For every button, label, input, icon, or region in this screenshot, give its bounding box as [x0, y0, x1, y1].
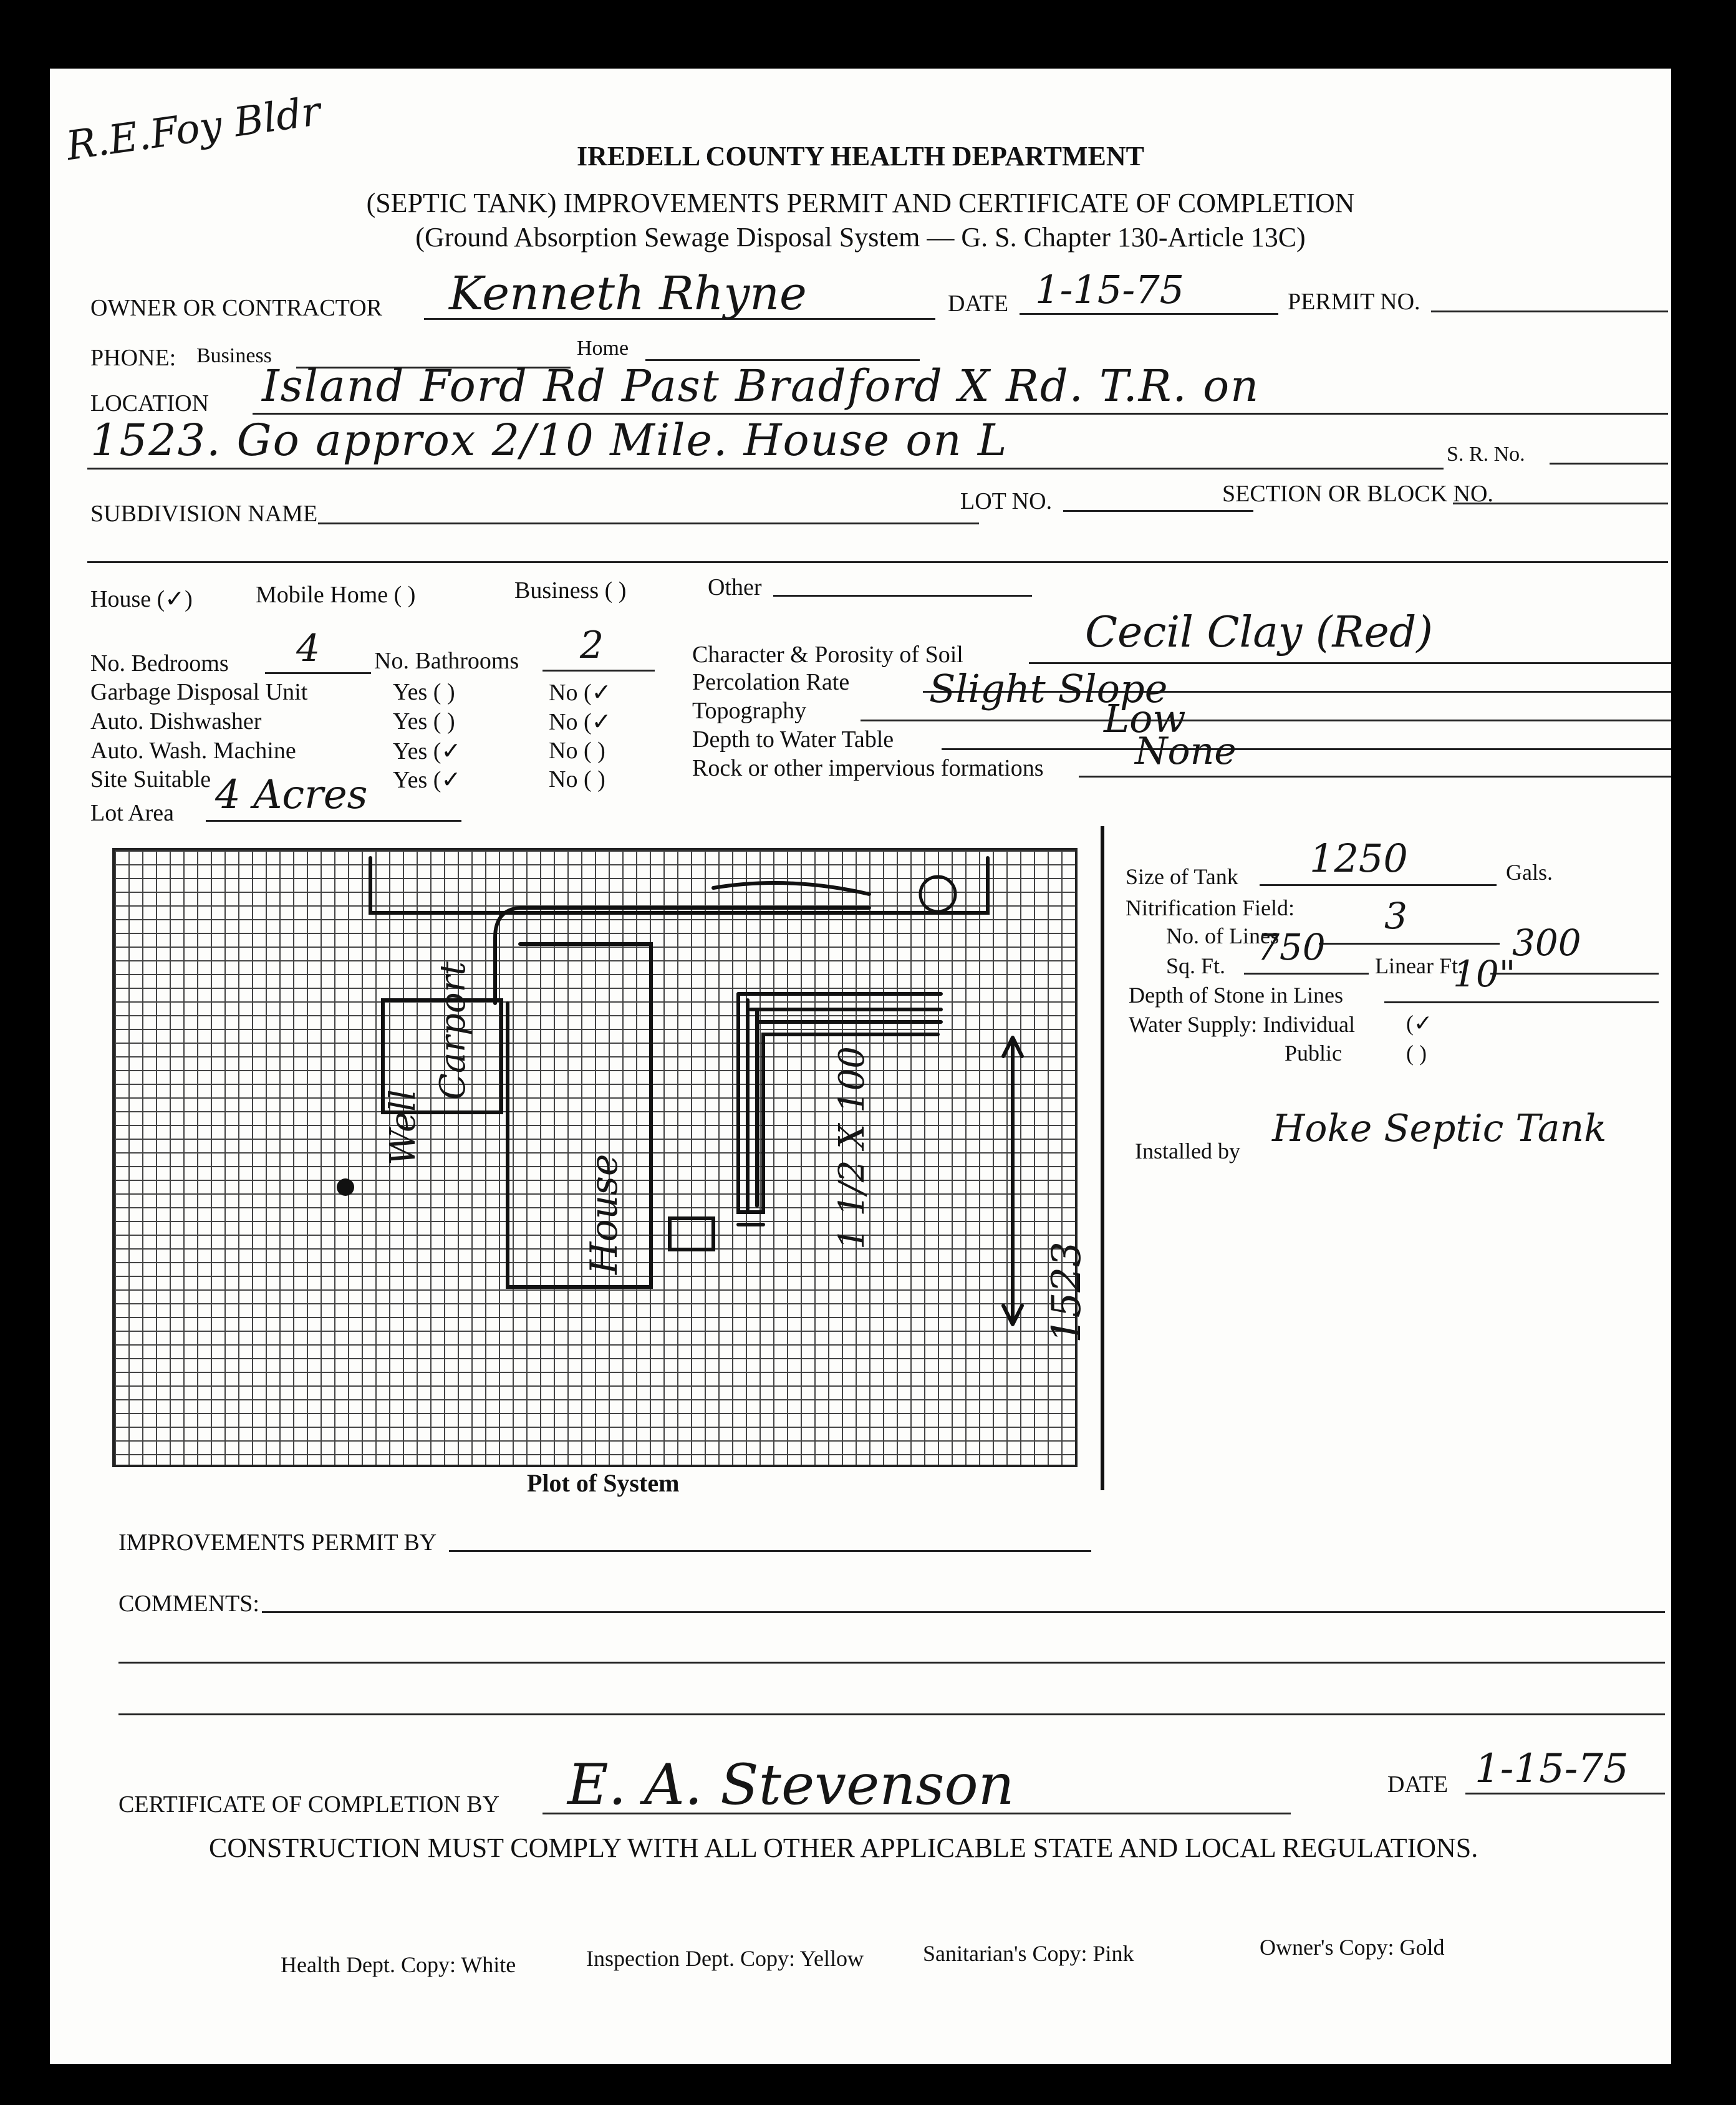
location-line-2: 1523. Go approx 2/10 Mile. House on L — [90, 415, 1008, 466]
copy-owner: Owner's Copy: Gold — [1260, 1935, 1445, 1960]
plot-road-label: 1523 — [1044, 1241, 1090, 1343]
linear-ft-value: 300 — [1512, 922, 1581, 964]
rock-value: None — [1135, 730, 1237, 773]
comments-line-3 — [118, 1713, 1665, 1715]
tank-size-value: 1250 — [1309, 836, 1408, 881]
type-other-label: Other — [708, 574, 762, 600]
water-public-label: Public — [1285, 1041, 1343, 1066]
improvements-permit-field — [449, 1550, 1091, 1552]
lot-area-label: Lot Area — [90, 800, 175, 826]
lot-area-value: 4 Acres — [215, 772, 368, 818]
subdivision-label: SUBDIVISION NAME — [90, 501, 318, 527]
road-line — [1101, 826, 1104, 1490]
phone-label: PHONE: — [90, 345, 176, 371]
plot-circle-mark — [920, 877, 955, 912]
type-mobile-home[interactable]: Mobile Home ( ) — [256, 582, 416, 608]
check-site-label: Site Suitable — [90, 766, 211, 792]
location-label: LOCATION — [90, 390, 209, 417]
plot-field-label: 1 1/2 X 100 — [832, 1046, 872, 1250]
bedrooms-label: No. Bedrooms — [90, 650, 229, 677]
road-arrow — [1003, 1038, 1022, 1324]
plot-pipe-top — [495, 908, 869, 1003]
nitrification-label: Nitrification Field: — [1126, 895, 1295, 920]
rock-label: Rock or other impervious formations — [692, 755, 1044, 781]
linear-ft-label: Linear Ft. — [1375, 953, 1464, 978]
soil-character-value: Cecil Clay (Red) — [1085, 608, 1433, 657]
bathrooms-label: No. Bathrooms — [374, 648, 519, 674]
water-public-mark[interactable]: ( ) — [1406, 1041, 1427, 1066]
type-business[interactable]: Business ( ) — [514, 577, 627, 604]
sqft-value: 750 — [1256, 926, 1326, 968]
sqft-label: Sq. Ft. — [1166, 953, 1226, 978]
water-table-label: Depth to Water Table — [692, 726, 894, 753]
topography-label: Topography — [692, 698, 807, 724]
form-subtitle: (Ground Absorption Sewage Disposal System — G. S. Chapter 130-Article 13C) — [415, 222, 1306, 253]
certificate-signature: E. A. Stevenson — [567, 1752, 1015, 1818]
septic-tank — [670, 1218, 713, 1250]
water-table-value: Low — [1104, 696, 1186, 741]
location-line-1: Island Ford Rd Past Bradford X Rd. T.R. on — [262, 360, 1260, 412]
permit-no-label: PERMIT NO. — [1288, 289, 1420, 315]
subdivision-field — [318, 523, 979, 524]
form-title: (SEPTIC TANK) IMPROVEMENTS PERMIT AND CERTIFICATE OF COMPLETION — [366, 188, 1355, 218]
stone-depth-value: 10" — [1453, 953, 1516, 995]
check-dishwasher-no[interactable]: No (✓ — [549, 709, 612, 735]
field-line-3 — [738, 994, 941, 1022]
comments-line-2 — [118, 1662, 1665, 1664]
certificate-label: CERTIFICATE OF COMPLETION BY — [118, 1791, 500, 1818]
phone-home-label: Home — [577, 337, 629, 360]
stone-depth-label: Depth of Stone in Lines — [1129, 983, 1343, 1008]
percolation-label: Percolation Rate — [692, 669, 850, 695]
copy-health: Health Dept. Copy: White — [281, 1952, 516, 1977]
type-house[interactable]: House (✓) — [90, 586, 193, 612]
corner-note: R.E.Foy Bldr — [63, 88, 324, 170]
agency-title: IREDELL COUNTY HEALTH DEPARTMENT — [577, 141, 1144, 171]
water-supply-label: Water Supply: Individual — [1129, 1012, 1356, 1037]
owner-label: OWNER OR CONTRACTOR — [90, 295, 382, 321]
type-other-field — [773, 595, 1032, 597]
date-label: DATE — [948, 291, 1009, 317]
plot-outline-top — [370, 858, 988, 913]
check-dishwasher-yes[interactable]: Yes ( ) — [393, 708, 455, 735]
copy-sanitarian: Sanitarian's Copy: Pink — [923, 1941, 1134, 1966]
topography-value: Slight Slope — [929, 666, 1168, 711]
bathrooms-value: 2 — [580, 624, 604, 667]
installed-by-label: Installed by — [1135, 1139, 1240, 1163]
check-garbage-yes[interactable]: Yes ( ) — [393, 679, 455, 705]
owner-value: Kenneth Rhyne — [449, 267, 807, 320]
copy-inspection: Inspection Dept. Copy: Yellow — [586, 1946, 864, 1971]
tank-gals: Gals. — [1506, 860, 1553, 885]
plot-grid — [112, 848, 1090, 1467]
plot-carport-label: Carport — [433, 961, 473, 1100]
bedrooms-value: 4 — [296, 627, 321, 670]
permit-form — [50, 69, 1671, 2064]
lines-value: 3 — [1384, 895, 1407, 937]
compliance-notice: CONSTRUCTION MUST COMPLY WITH ALL OTHER APPLICABLE STATE AND LOCAL REGULATIONS. — [209, 1833, 1478, 1863]
lot-no-field — [1063, 510, 1253, 512]
check-dishwasher-label: Auto. Dishwasher — [90, 708, 262, 735]
permit-no-field — [1431, 311, 1668, 312]
house-outline — [508, 944, 651, 1287]
field-line-2 — [748, 1000, 757, 1209]
soil-character-label: Character & Porosity of Soil — [692, 642, 963, 668]
water-individual-mark[interactable]: (✓ — [1406, 1011, 1433, 1036]
lot-no-label: LOT NO. — [960, 488, 1053, 514]
phone-business-label: Business — [196, 344, 272, 367]
check-washer-label: Auto. Wash. Machine — [90, 738, 296, 764]
section-field — [1453, 503, 1668, 504]
well-dot — [337, 1178, 354, 1196]
certificate-date-value: 1-15-75 — [1475, 1746, 1629, 1792]
plot-caption: Plot of System — [527, 1469, 680, 1497]
lines-label: No. of Lines — [1166, 923, 1279, 948]
comments-line-1 — [262, 1611, 1665, 1613]
check-washer-yes[interactable]: Yes (✓ — [393, 738, 461, 764]
improvements-permit-label: IMPROVEMENTS PERMIT BY — [118, 1529, 437, 1556]
check-site-yes[interactable]: Yes (✓ — [393, 767, 461, 793]
tank-size-label: Size of Tank — [1126, 864, 1238, 889]
section-label: SECTION OR BLOCK NO. — [1222, 481, 1493, 507]
plot-squiggle — [713, 883, 869, 894]
check-garbage-no[interactable]: No (✓ — [549, 680, 612, 706]
date-value: 1-15-75 — [1035, 267, 1185, 312]
certificate-date-label: DATE — [1387, 1771, 1449, 1798]
check-garbage-label: Garbage Disposal Unit — [90, 679, 308, 705]
installed-by-value: Hoke Septic Tank — [1272, 1107, 1607, 1150]
check-site-no[interactable]: No ( ) — [549, 766, 605, 792]
plot-house-label: House — [582, 1154, 626, 1274]
comments-label: COMMENTS: — [118, 1591, 259, 1617]
sr-no-label: S. R. No. — [1447, 443, 1525, 466]
plot-well-label: Well — [383, 1089, 423, 1165]
check-washer-no[interactable]: No ( ) — [549, 738, 605, 764]
